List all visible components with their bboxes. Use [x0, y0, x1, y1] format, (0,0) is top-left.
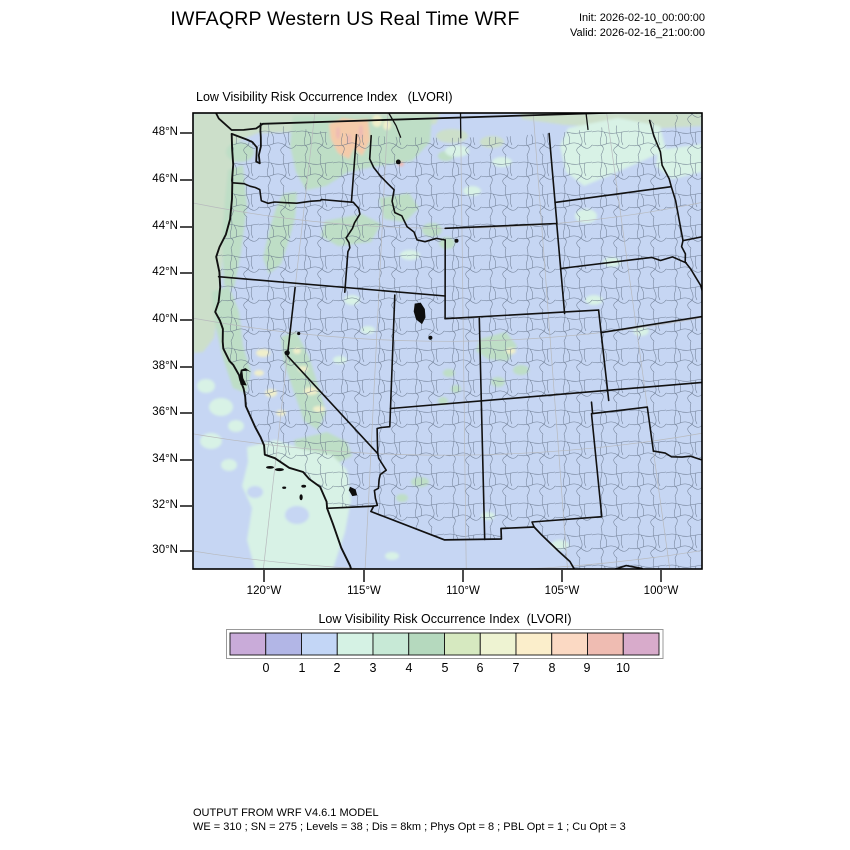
lat-tick-label: 46°N — [152, 173, 178, 185]
colorbar-tick-label: 4 — [405, 661, 413, 675]
init-time: Init: 2026-02-10_00:00:00 — [579, 12, 705, 24]
lat-tick-label: 36°N — [152, 406, 178, 418]
lat-tick-label: 38°N — [152, 360, 178, 372]
colorbar-tick-label: 9 — [583, 661, 591, 675]
colorbar-tick-label: 7 — [512, 661, 520, 675]
map-plot-title: Low Visibility Risk Occurrence Index (LVORI) — [196, 90, 453, 104]
colorbar-tick-label: 2 — [333, 661, 341, 675]
colorbar-tick-label: 10 — [616, 661, 630, 675]
colorbar-tick-label: 0 — [262, 661, 270, 675]
model-info-line2: WE = 310 ; SN = 275 ; Levels = 38 ; Dis = 8km ; Phys Opt = 8 ; PBL Opt = 1 ; Cu Opt = 3 — [193, 821, 626, 833]
model-info-line1: OUTPUT FROM WRF V4.6.1 MODEL — [193, 807, 379, 819]
lat-tick-label: 42°N — [152, 266, 178, 278]
lat-tick-label: 34°N — [152, 453, 178, 465]
lon-tick-label: 105°W — [544, 585, 580, 597]
colorbar-tick-label: 1 — [298, 661, 306, 675]
lon-tick-label: 100°W — [643, 585, 679, 597]
lat-tick-label: 32°N — [152, 499, 178, 511]
lat-tick-label: 40°N — [152, 313, 178, 325]
lat-tick-label: 30°N — [152, 544, 178, 556]
lon-tick-label: 120°W — [246, 585, 282, 597]
map-body — [124, 93, 787, 606]
colorbar-tick-label: 3 — [369, 661, 377, 675]
colorbar-tick-label: 6 — [476, 661, 484, 675]
page-title: IWFAQRP Western US Real Time WRF — [170, 8, 520, 30]
lon-tick-label: 110°W — [446, 585, 480, 597]
colorbar-tick-label: 5 — [441, 661, 449, 675]
colorbar — [230, 633, 659, 655]
lon-tick-label: 115°W — [347, 585, 381, 597]
colorbar-tick-label: 8 — [548, 661, 556, 675]
colorbar-title: Low Visibility Risk Occurrence Index (LVORI) — [318, 612, 572, 626]
lat-tick-label: 44°N — [152, 220, 178, 232]
valid-time: Valid: 2026-02-16_21:00:00 — [570, 26, 705, 39]
lat-tick-label: 48°N — [152, 126, 178, 138]
